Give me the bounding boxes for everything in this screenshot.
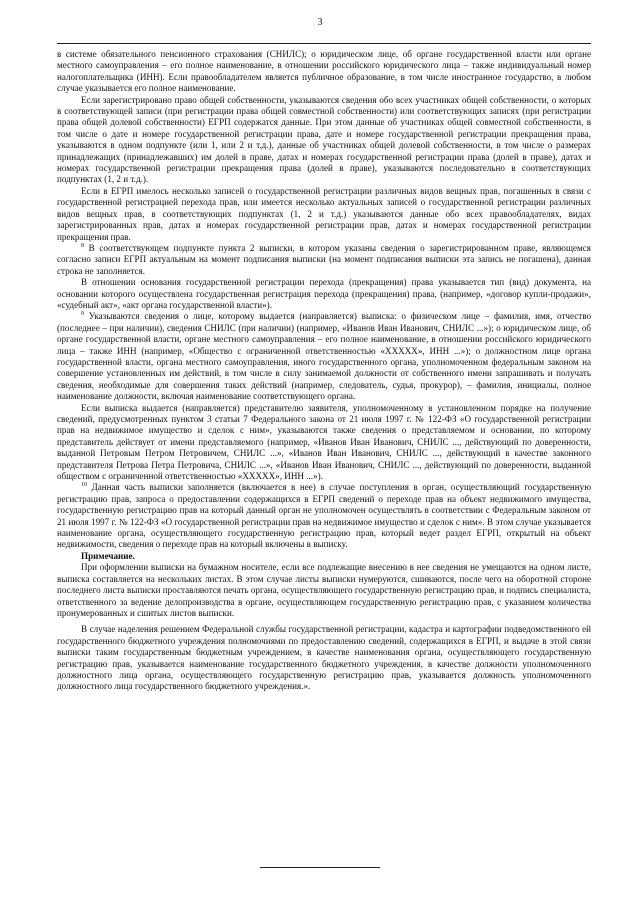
note-heading: Примечание.	[81, 550, 135, 561]
paragraph: Если выписка выдается (направляется) представителю заявителя, уполномоченному в установленном порядке на получение сведений, предусмотренных пунктом 3 статьи 7 Федерального закона от 21 июля 1997 г. № 122-ФЗ «О государственной регистрации прав на недвижимое имущество и сделок с ним», указываются также сведения о представляемом и основании, по которому представитель действует от имени представляемого (например, «Иванов Иван Иванович, СНИЛС ..., действующий по доверенности, выданной Петровым Петром Петровичем, СНИЛС ...», «Иванов Иван Иванович, СНИЛС ..., действующий в качестве законного представителя Петрова Петра Петровича, СНИЛС ...», «Иванов Иван Иванович, СНИЛС ..., действующий по доверенности, выданной обществом с ограниченной ответственностью «XXXXX», ИНН ...»).	[57, 402, 591, 482]
footnote-marker: 10	[81, 482, 87, 489]
note-paragraph: В случае наделения решением Федеральной службы государственной регистрации, кадастра и картографии подведомственного ей государственного бюджетного учреждения полномочиями по предоставлению сведений, содержащихся в ЕГРП, и выдаче в этой связи выписки таким государственным бюджетным учреждением, в качестве наименования органа, осуществляющего государственную регистрацию прав, указывается наименование государственного бюджетного учреждения, в качестве должности уполномоченного должностного лица органа, осуществляющего государственную регистрацию прав, указывается должность уполномоченного должностного лица государственного бюджетного учреждения.».	[57, 624, 591, 692]
footnote-marker: 8	[81, 242, 84, 249]
footnote-text: Указываются сведения о лице, которому выдается (направляется) выписка: о физическом лице – фамилия, имя, отчество (последнее – при наличии), сведения СНИЛС (при наличии) (например, «Иванов Иван Иванович, СНИЛС ...»); о юридическом лице, об органе государственной власти, органе местного самоуправления – его полное наименование, в отношении российского юридического лица – также ИНН (например, «Общество с ограниченной ответственностью «XXXXX», ИНН ...»); о должностном лице органа государственной власти, органа местного самоуправления, иного государственного органа, уполномоченном федеральным законом на совершение установленных им действий, в том числе в силу занимаемой должности от собственного имени запрашивать и получать сведения, необходимые для совершения таких действий (например, следователь, судья, прокурор), – фамилия, инициалы, полное наименование должности, включая наименование соответствующего органа.	[57, 311, 591, 402]
note-paragraph: При оформлении выписки на бумажном носителе, если все подлежащие внесению в нее сведения не умещаются на одном листе, выписка составляется на нескольких листах. В этом случае листы выписки нумеруются, сшиваются, после чего на оборотной стороне последнего листа выписки проставляются печать органа, осуществляющего государственную регистрацию прав, и подпись специалиста, ответственного за ведение делопроизводства в органе, осуществляющем государственную регистрацию прав, с указанием количества пронумерованных и сшитых листов выписки.	[57, 562, 591, 618]
document-body	[57, 49, 591, 693]
footnote-text: В соответствующем подпункте пункта 2 выписки, в котором указаны сведения о зарегистрированном праве, являющемся согласно записи ЕГРП актуальным на момент подписания выписки (на момент подписания выписки эта запись не погашена), данная строка не заполняется.	[57, 242, 591, 276]
header-rule	[57, 43, 591, 44]
paragraph: в системе обязательного пенсионного страхования (СНИЛС); о юридическом лице, об органе государственной власти или органе местного самоуправления – его полное наименование, в отношении российского юридического лица – также индивидуальный номер налогоплательщика (ИНН). Если правообладателем является публичное образование, в том числе иностранное государство, в любом случае указывается его полное наименование.	[57, 49, 591, 94]
footnote-marker: 9	[81, 311, 84, 318]
footnote-paragraph	[57, 482, 591, 550]
paragraph: Если зарегистрировано право общей собственности, указываются сведения обо всех участниках общей собственности, о которых в соответствующей записи (при регистрации права общей совместной собственности) или соответствующих записях (при регистрации права общей долевой собственности) ЕГРП содержатся данные. При этом данные об участниках общей совместной собственности, в том числе о дате и номере государственной регистрации права, дате и номере государственной регистрации прекращения права, указываются в одном подпункте (или 1, или 2 и т.д.), данные об участниках общей долевой собственности, в том числе о размерах принадлежащих (принадлежавших) им долей в праве, датах и номерах государственной регистрации права (долей в праве), датах и номерах государственной регистрации прекращения права (долей в праве), указываются последовательно в соответствующих подпунктах (1, 2 и т.д.).	[57, 94, 591, 185]
footnote-text: Данная часть выписки заполняется (включается в нее) в случае поступления в орган, осуществляющий государственную регистрацию прав, запроса о предоставлении содержащихся в ЕГРП сведений о переходе прав на объект недвижимого имущества, государственную регистрацию прав на который данный орган не уполномочен осуществлять в соответствии с Федеральным законом от 21 июля 1997 г. № 122-ФЗ «О государственной регистрации прав на недвижимое имущество и сделок с ним». В этом случае указывается наименование органа, осуществляющего государственную регистрацию прав, который ведет раздел ЕГРП, открытый на объект недвижимости, сведения о переходе прав на который включены в выписку.	[57, 482, 591, 550]
footnote-paragraph	[57, 243, 591, 277]
page-number: 3	[317, 17, 323, 28]
paragraph: В отношении основания государственной регистрации перехода (прекращения) права указывается тип (вид) документа, на основании которого осуществлена государственная регистрация перехода (прекращения) права, (например, «договор купли-продажи», «судебный акт», «акт органа государственной власти»).	[57, 277, 591, 310]
footnote-paragraph	[57, 311, 591, 402]
footer-rule	[260, 867, 380, 868]
paragraph: Если в ЕГРП имелось несколько записей о государственной регистрации различных видов вещных прав, погашенных в связи с государственной регистрацией перехода прав, или имеется несколько актуальных записей о государственной регистрации различных видов вещных прав, в соответствующих подпунктах (1, 2 и т.д.) указываются данные обо всех правообладателях, видах зарегистрированных прав, датах и номерах государственной регистрации прав, датах и номерах государственной регистрации прекращения прав.	[57, 185, 591, 242]
